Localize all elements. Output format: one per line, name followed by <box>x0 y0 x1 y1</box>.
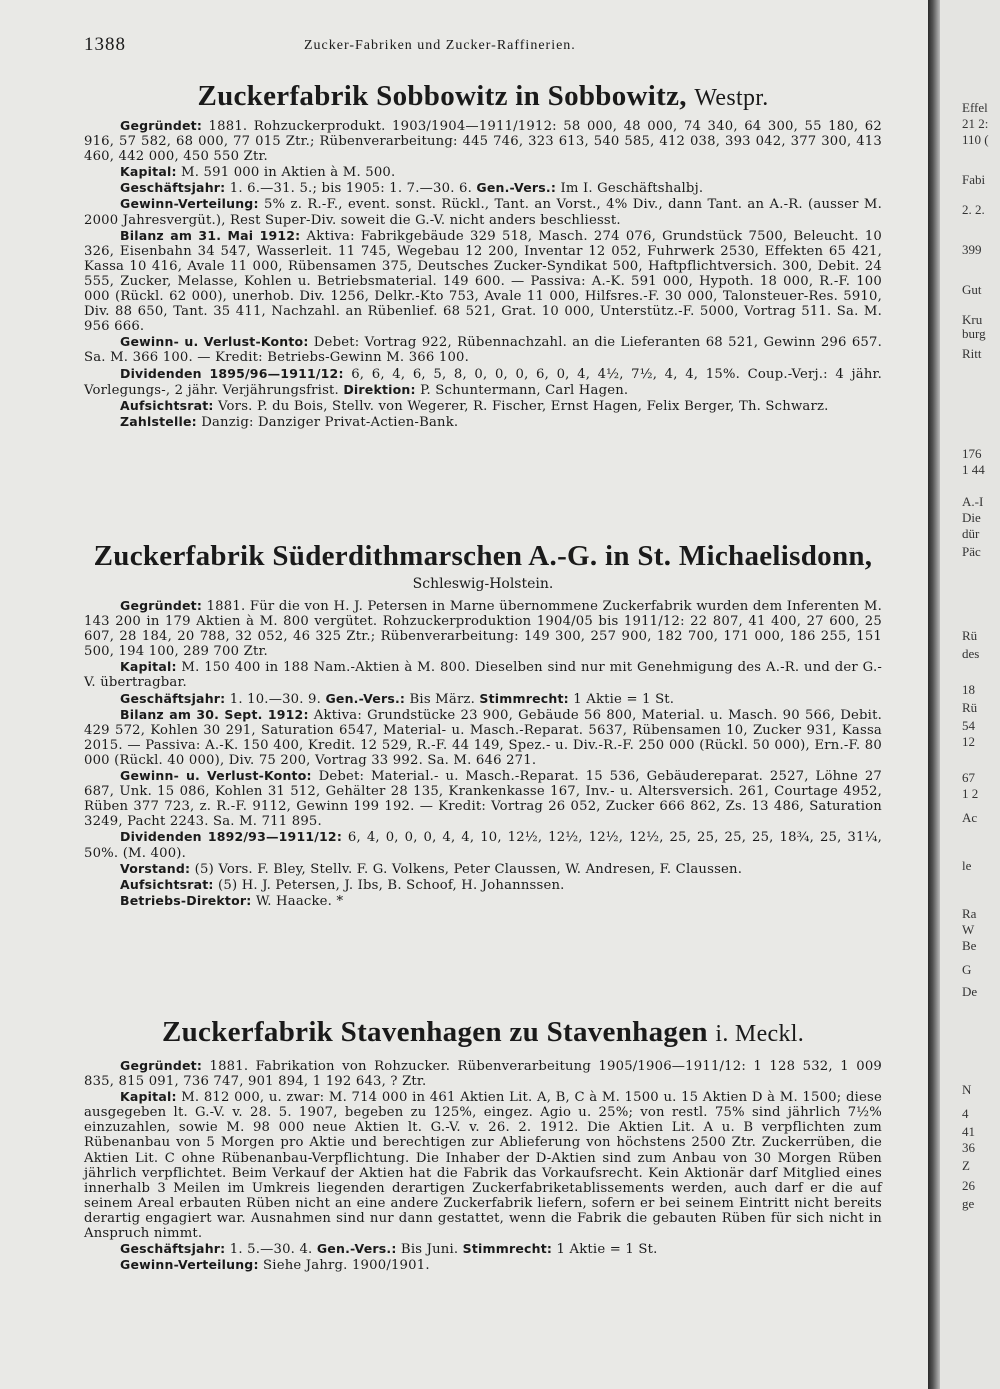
entry-paragraph <box>84 1241 882 1257</box>
field-label: Dividenden 1895/96—1911/12: <box>120 365 344 381</box>
entry-paragraph <box>84 659 882 690</box>
field-text: Debet: Material.- u. Masch.-Reparat. 15 536, Gebäudereparat. 2527, Löhne 27 687, Unk. 15 086, Kohlen 31 512, Gehälter 28 135, Krankenkasse 167, Inv.- u. Altersversich. 261, Courtage 4952, Rüben 377 723, z. R.-F. 9112, Gewinn 199 192. — Kredit: Vortrag 26 052, Zucker 666 862, Zs. 13 486, Saturation 3249, Pacht 2243. Sa. M. 711 895. <box>84 769 882 830</box>
entry-paragraph <box>84 598 882 659</box>
field-label: Zahlstelle: <box>120 413 197 429</box>
field-text: P. Schuntermann, Carl Hagen. <box>415 382 629 398</box>
field-label: Geschäftsjahr: <box>120 180 226 196</box>
field-label: Kapital: <box>120 1089 177 1105</box>
field-label: Geschäftsjahr: <box>120 690 226 706</box>
next-page-fragment: 54 <box>962 718 975 733</box>
page-number: 1388 <box>84 34 126 55</box>
field-text: W. Haacke. * <box>251 893 344 909</box>
next-page-fragment: 12 <box>962 734 975 749</box>
field-label: Kapital: <box>120 659 177 675</box>
entry-title: Zuckerfabrik Süderdithmarschen A.-G. in St. Michaelisdonn, <box>93 540 873 572</box>
next-page-fragment: Fabi <box>962 172 986 187</box>
entry-paragraph <box>84 180 882 196</box>
next-page-fragment: Ac <box>962 810 978 825</box>
next-page-fragment: le <box>962 858 972 873</box>
next-page-fragment: 26 <box>962 1178 975 1193</box>
next-page-fragment: N <box>962 1082 972 1097</box>
field-label: Gen.-Vers.: <box>316 1241 397 1257</box>
book-gutter <box>928 0 940 1389</box>
next-page-fragment: Ra <box>962 906 977 921</box>
entry-paragraph <box>84 366 882 398</box>
field-text: Aktiva: Fabrikgebäude 329 518, Masch. 274 076, Grundstück 7500, Beleucht. 10 326, Eisenbahn 34 547, Wasserleit. 11 745, Wegebau 12 200, Inventar 12 052, Fuhrwerk 2530, Effekten 65 421, Kassa 10 416, Avale 11 000, Rübensamen 375, Deutsches Zucker-Syndikat 500, Haftpflichtversich. 300, Debit. 24 555, Zucker, Melasse, Kohlen u. Betriebsmaterial. 149 600. — Passiva: A.-K. 591 000, Hypoth. 18 000, R.-F. 100 000 (Rückl. 62 000), unerhob. Div. 1256, Delkr.-Kto 753, Avale 11 000, Hilfsres.-F. 30 000, Talonsteuer-Res. 5910, Div. 88 650, Tant. 35 411, Nachzahl. an Rübenlief. 68 521, Grat. 10 000, Unterstütz.-F. 5000, Vortrag 511. Sa. M. 956 666. <box>84 228 882 335</box>
field-text: 1 Aktie = 1 St. <box>568 691 675 707</box>
field-label: Dividenden 1892/93—1911/12: <box>120 829 343 845</box>
next-page-fragment: 41 <box>962 1124 975 1139</box>
field-text: 5% z. R.-F., event. sonst. Rückl., Tant. an Vorst., 4% Div., dann Tant. an A.-R. (ausser M. 2000 Jahresvergüt.), Rest Super-Div. soweit die G.-V. nicht anders beschliesst. <box>84 197 882 228</box>
field-label: Gewinn-Verteilung: <box>120 196 259 212</box>
field-text: Siehe Jahrg. 1900/1901. <box>258 1258 430 1274</box>
next-page-fragment: 110 ( <box>962 132 989 147</box>
next-page-fragment: 18 <box>962 682 975 697</box>
next-page-fragment: Die <box>962 510 981 525</box>
field-label: Direktion: <box>343 381 416 397</box>
entry-paragraph <box>84 877 882 893</box>
entry-paragraph <box>84 164 882 180</box>
field-label: Bilanz am 30. Sept. 1912: <box>120 706 309 722</box>
field-text: 1881. Rohzuckerprodukt. 1903/1904—1911/1912: 58 000, 48 000, 74 340, 64 300, 55 180, 62 916, 57 582, 68 000, 77 015 Ztr.; Rübenverarbeitung: 445 746, 323 613, 540 585, 412 038, 393 042, 377 300, 413 460, 442 000, 450 550 Ztr. <box>84 119 882 165</box>
entry-paragraph <box>84 707 882 768</box>
next-page-fragment: A.-I <box>962 494 984 509</box>
entry-paragraph <box>84 334 882 365</box>
field-text: 1. 10.—30. 9. <box>225 691 326 707</box>
field-label: Gewinn-Verteilung: <box>120 1257 259 1273</box>
entry-title: Zuckerfabrik Sobbowitz in Sobbowitz, Westpr. <box>197 80 769 112</box>
entry-paragraph <box>84 829 882 860</box>
next-page-fragment: Effel <box>962 100 988 115</box>
field-text: M. 591 000 in Aktien à M. 500. <box>176 165 396 181</box>
next-page-fragment: De <box>962 984 978 999</box>
field-label: Vorstand: <box>120 860 191 876</box>
next-page-fragment: ge <box>962 1196 975 1211</box>
field-text: Im I. Geschäftshalbj. <box>556 181 704 197</box>
entry-subtitle: Schleswig-Holstein. <box>412 576 554 592</box>
field-text: Bis Juni. <box>396 1242 463 1258</box>
running-title: Zucker-Fabriken und Zucker-Raffinerien. <box>304 38 576 53</box>
next-page-fragment: 2. 2. <box>962 202 985 217</box>
field-label: Aufsichtsrat: <box>120 876 214 892</box>
next-page-fragment: 1 44 <box>962 462 985 477</box>
entry-paragraph <box>84 1058 882 1089</box>
field-label: Gegründet: <box>120 1058 203 1073</box>
next-page-fragment: 1 2 <box>962 786 979 801</box>
field-label: Stimmrecht: <box>462 1241 553 1257</box>
next-page-fragment: 67 <box>962 770 975 785</box>
field-text: Vors. P. du Bois, Stellv. von Wegerer, R. Fischer, Ernst Hagen, Felix Berger, Th. Schwarz. <box>213 398 829 414</box>
next-page-fragment: Rü <box>962 700 978 715</box>
next-page-fragment: 21 2: <box>962 116 989 131</box>
field-text: M. 812 000, u. zwar: M. 714 000 in 461 Aktien Lit. A, B, C à M. 1500 u. 15 Aktien D à M. 1500; diese ausgegeben lt. G.-V. v. 28. 5. 1907, begeben zu 125%, eingez. Agio u. 25%; von restl. 75% sind jährlich 7½% einzuzahlen, sowie M. 98 000 neue Aktien lt. G.-V. v. 26. 2. 1912. Die Aktien Lit. A u. B verpflichten zum Rübenanbau von 5 Morgen pro Aktie und berechtigen zur Ablieferung von höchstens 2500 Ztr. Zuckerrüben, die Aktien Lit. C ohne Rübenanbau-Verpflichtung. Die Inhaber der D-Aktien sind zum Anbau von 30 Morgen Rüben jährlich verpflichtet. Beim Verkauf der Aktien hat die Fabrik das Vorkaufsrecht. Kein Aktionär darf Mitglied eines innerhalb 3 Meilen im Umkreis liegenden derartigen Zuckerfabriketablissements werden, auch darf er die auf seinem Areal erbauten Rüben nicht an eine andere Zuckerfabrik liefern, sofern er bei seinem Eintritt nicht bereits derartig engagiert war. Ausnahmen sind nur dann gestattet, wenn die Fabrik die gebauten Rüben für sich nicht in Anspruch nimmt. <box>84 1090 882 1242</box>
next-page-fragment: 36 <box>962 1140 975 1155</box>
next-page-fragment: Gut <box>962 282 982 297</box>
entry-paragraph <box>84 196 882 227</box>
field-label: Gen.-Vers.: <box>476 180 557 196</box>
next-page-fragment: dür <box>962 526 980 541</box>
entry-paragraph <box>84 1257 882 1273</box>
field-text: 1. 6.—31. 5.; bis 1905: 1. 7.—30. 6. <box>225 181 477 197</box>
entry-title: Zuckerfabrik Stavenhagen zu Stavenhagen i. Meckl. <box>161 1016 805 1048</box>
next-page-fragment: Be <box>962 938 977 953</box>
entry-paragraph <box>84 768 882 829</box>
field-text: Danzig: Danziger Privat-Actien-Bank. <box>196 414 459 430</box>
field-text: 1 Aktie = 1 St. <box>552 1242 658 1258</box>
next-page-edge <box>940 0 1000 1389</box>
entry-paragraph <box>84 398 882 414</box>
entry-paragraph <box>84 228 882 335</box>
entry-paragraph <box>84 691 882 707</box>
next-page-fragment: Rü <box>962 628 978 643</box>
next-page-fragment: burg <box>962 326 986 341</box>
field-text: 6, 4, 0, 0, 0, 4, 4, 10, 12½, 12½, 12½, 12½, 25, 25, 25, 25, 18¾, 25, 31¼, 50%. (M. 400). <box>84 830 882 861</box>
next-page-fragment: Kru <box>962 312 983 327</box>
field-label: Aufsichtsrat: <box>120 397 214 413</box>
next-page-fragment: des <box>962 646 980 661</box>
running-head <box>84 34 882 56</box>
field-text: (5) H. J. Petersen, J. Ibs, B. Schoof, H. Johannssen. <box>213 877 565 893</box>
field-text: Debet: Vortrag 922, Rübennachzahl. an die Lieferanten 68 521, Gewinn 296 657. Sa. M. 366 100. — Kredit: Betriebs-Gewinn M. 366 100. <box>84 335 882 366</box>
field-label: Gen.-Vers.: <box>325 690 406 706</box>
field-label: Bilanz am 31. Mai 1912: <box>120 227 301 243</box>
field-text: 1. 5.—30. 4. <box>225 1242 317 1258</box>
next-page-fragment: W <box>962 922 975 937</box>
entry-paragraph <box>84 893 882 909</box>
field-label: Gegründet: <box>120 598 203 613</box>
next-page-fragment: 176 <box>962 446 982 461</box>
field-label: Kapital: <box>120 164 177 180</box>
next-page-fragment: Päc <box>962 544 981 559</box>
field-text: Bis März. <box>405 691 480 707</box>
field-text: 6, 6, 4, 6, 5, 8, 0, 0, 0, 6, 0, 4, 4½, 7½, 4, 4, 15%. Coup.-Verj.: 4 jähr. Vorlegungs-, 2 jähr. Verjährungsfrist. <box>84 366 882 398</box>
entry-body <box>84 118 882 430</box>
next-page-fragment: Z <box>962 1158 970 1173</box>
next-page-fragment: Ritt <box>962 346 982 361</box>
field-text: 1881. Für die von H. J. Petersen in Marne übernommene Zuckerfabrik wurden dem Inferenten M. 143 200 in 179 Aktien à M. 800 vergütet. Rohzuckerproduktion 1904/05 bis 1911/12: 22 807, 41 400, 27 600, 25 607, 28 184, 20 788, 32 052, 46 325 Ztr.; Rübenverarbeitung: 149 300, 257 900, 182 700, 171 000, 186 255, 151 500, 194 100, 289 700 Ztr. <box>84 599 882 660</box>
field-label: Geschäftsjahr: <box>120 1241 226 1257</box>
field-label: Gewinn- u. Verlust-Konto: <box>120 768 312 784</box>
field-text: M. 150 400 in 188 Nam.-Aktien à M. 800. Dieselben sind nur mit Genehmigung des A.-R. und der G.-V. übertragbar. <box>84 660 882 691</box>
field-label: Gegründet: <box>120 118 203 133</box>
entry-paragraph <box>84 1089 882 1241</box>
entry-body <box>84 598 882 909</box>
entry-paragraph <box>84 861 882 877</box>
next-page-fragment: G <box>962 962 972 977</box>
entry-paragraph <box>84 414 882 430</box>
field-label: Gewinn- u. Verlust-Konto: <box>120 334 309 350</box>
field-text: 1881. Fabrikation von Rohzucker. Rübenverarbeitung 1905/1906—1911/12: 1 128 532, 1 009 835, 815 091, 736 747, 901 894, 1 192 643, ? Ztr. <box>84 1059 882 1090</box>
field-label: Stimmrecht: <box>479 690 569 706</box>
field-label: Betriebs-Direktor: <box>120 892 252 908</box>
next-page-fragment: 399 <box>962 242 982 257</box>
field-text: (5) Vors. F. Bley, Stellv. F. G. Volkens, Peter Claussen, W. Andresen, F. Claussen. <box>190 861 743 877</box>
entry-paragraph <box>84 118 882 164</box>
entry-body <box>84 1058 882 1273</box>
field-text: Aktiva: Grundstücke 23 900, Gebäude 56 800, Material. u. Masch. 90 566, Debit. 429 572, Kohlen 30 291, Saturation 6547, Material- u. Masch.-Reparat. 5637, Rübensamen 10, Zucker 931, Kassa 2015. — Passiva: A.-K. 150 400, Kredit. 12 529, R.-F. 44 149, Spez.- u. Div.-R.-F. 250 000 (Rückl. 50 000), Ern.-F. 80 000 (Rückl. 40 000), Div. 75 200, Vortrag 33 992. Sa. M. 646 271. <box>84 707 882 768</box>
next-page-fragment: 4 <box>962 1106 969 1121</box>
